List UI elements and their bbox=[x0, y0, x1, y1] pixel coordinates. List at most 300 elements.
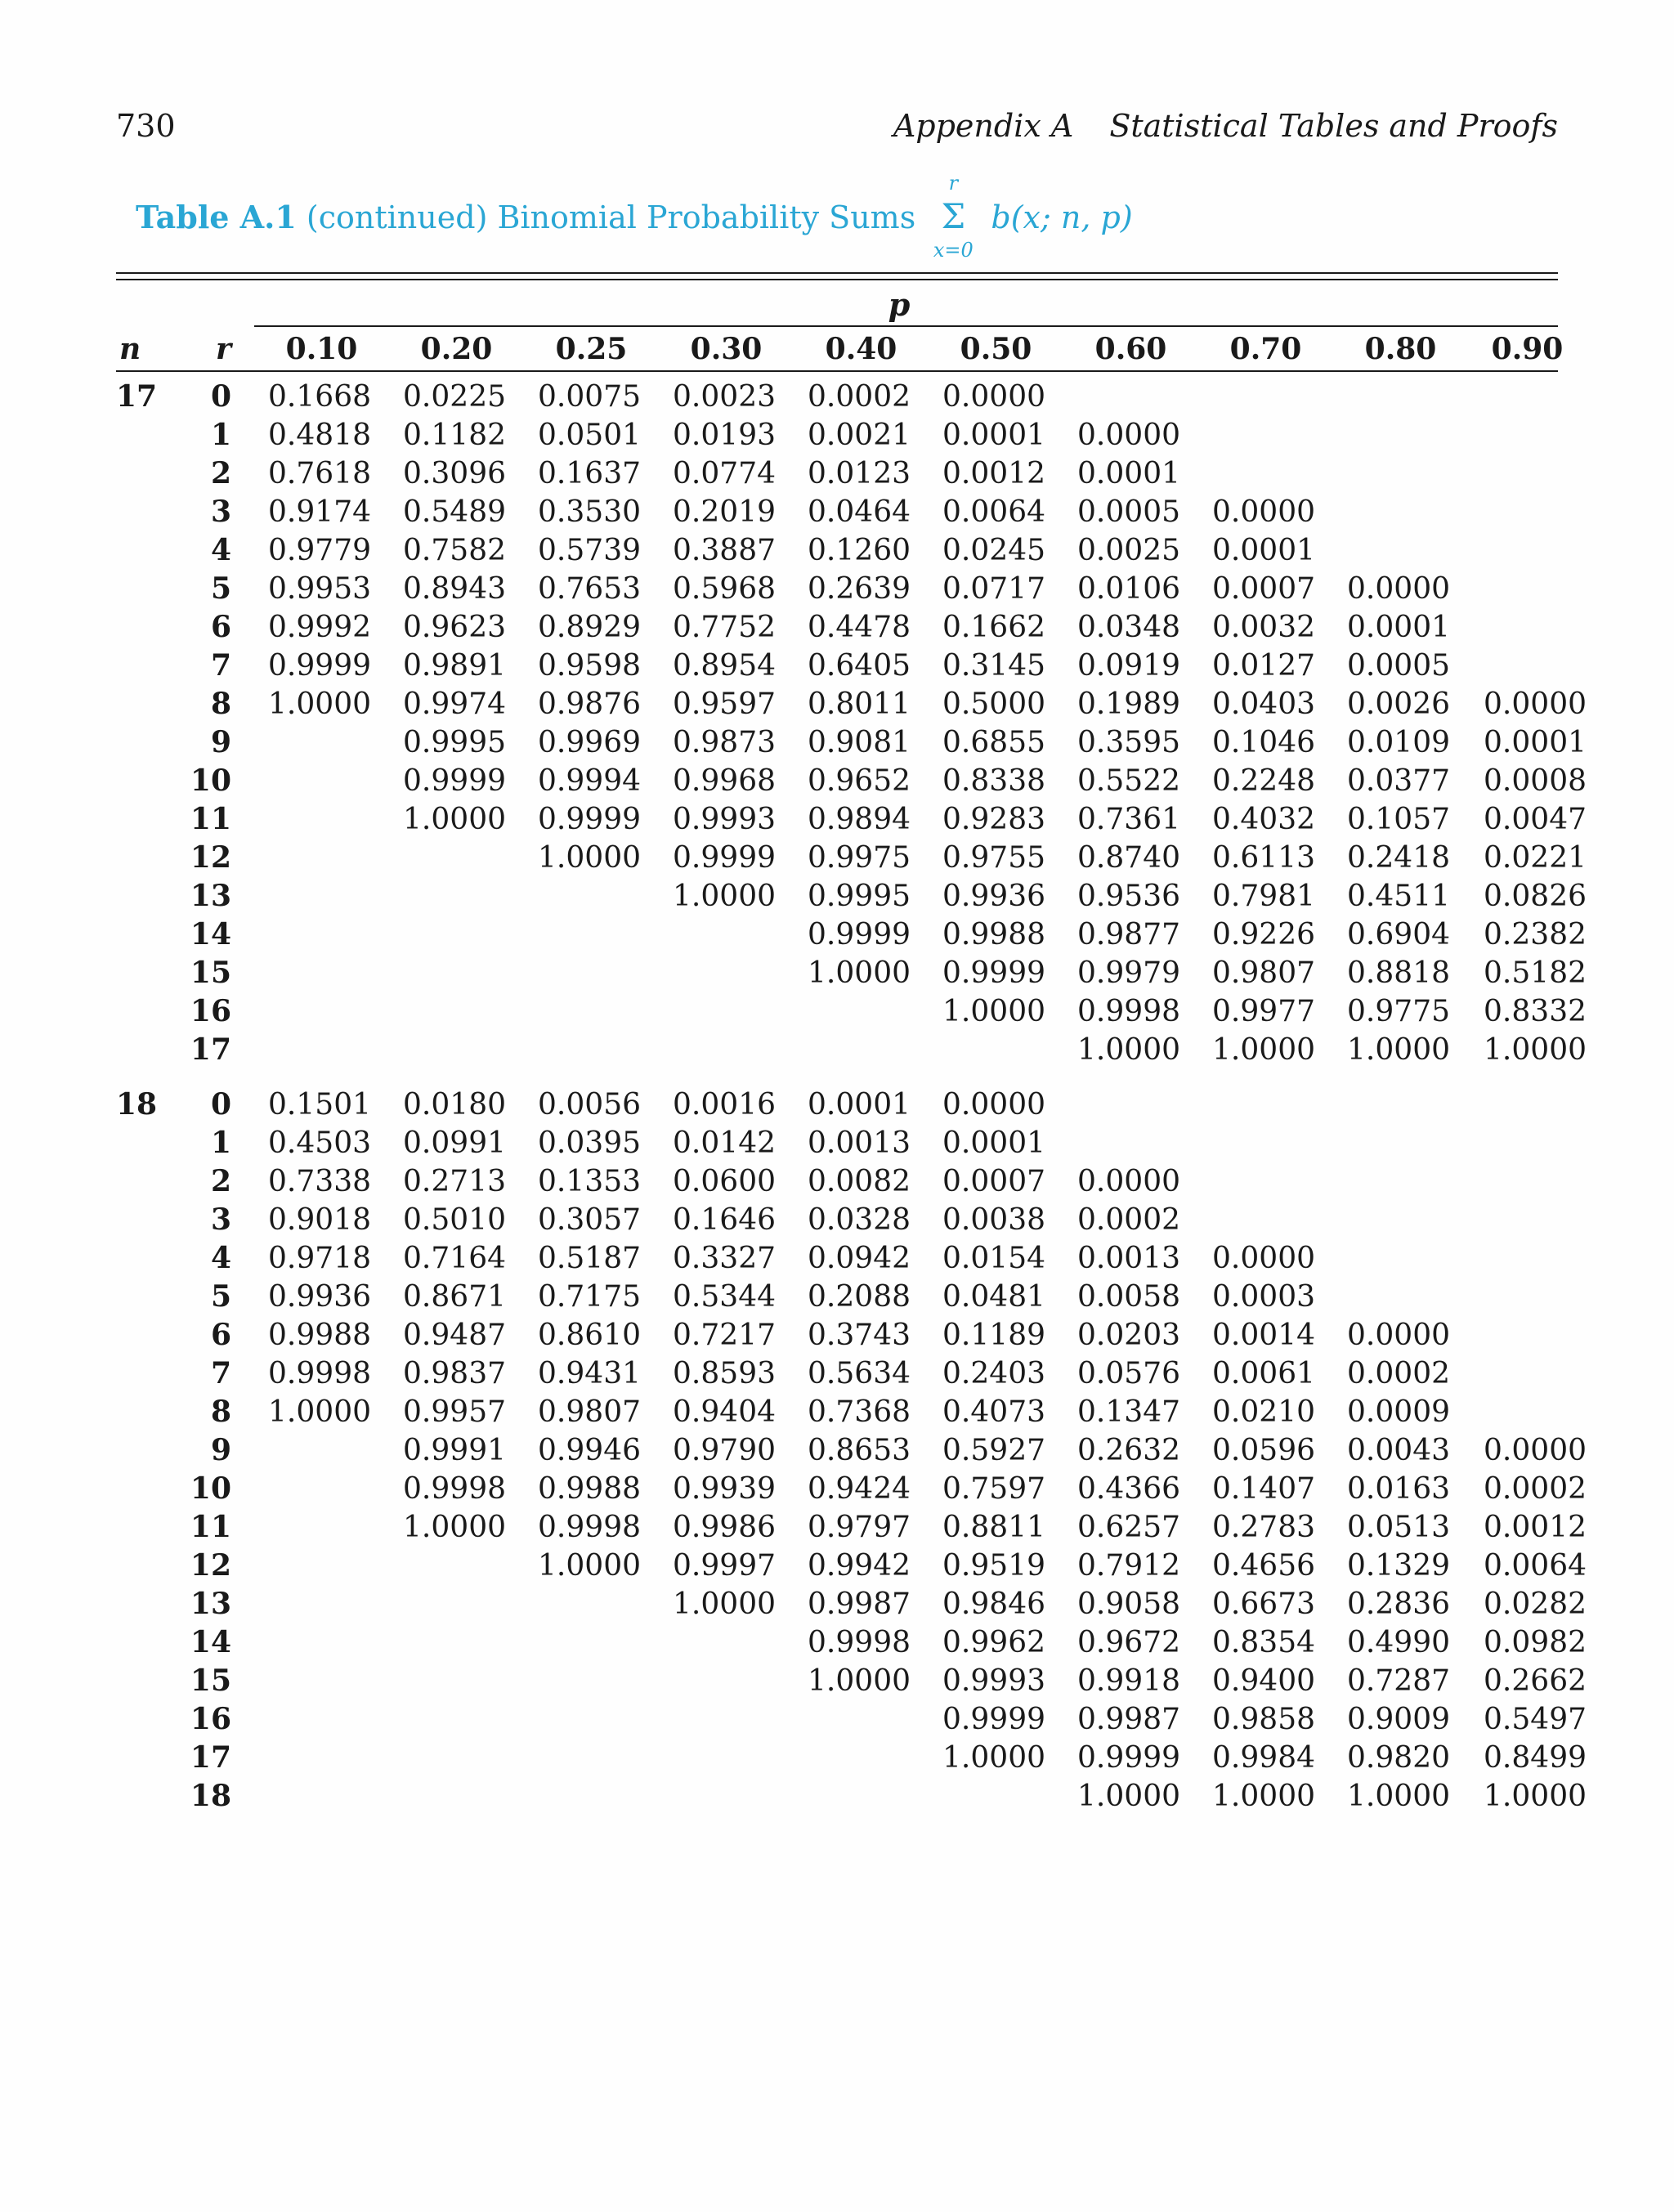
probability-cell bbox=[524, 954, 659, 992]
probability-cell: 0.8593 bbox=[673, 1357, 776, 1390]
n-value bbox=[116, 800, 162, 839]
probability-cell: 0.9995 bbox=[808, 880, 911, 913]
probability-cell bbox=[524, 1031, 659, 1069]
probability-cell: 0.6855 bbox=[942, 726, 1045, 759]
n-value bbox=[116, 685, 162, 723]
probability-cell: 0.8610 bbox=[538, 1319, 641, 1352]
probability-cell: 0.5634 bbox=[808, 1357, 911, 1390]
probability-cell: 0.3327 bbox=[673, 1242, 776, 1275]
p-column-header: 0.90 bbox=[1491, 332, 1564, 366]
p-column-header: 0.30 bbox=[690, 332, 763, 366]
r-value: 1 bbox=[210, 1126, 231, 1160]
r-value: 7 bbox=[210, 1356, 231, 1390]
probability-cell: 0.2713 bbox=[403, 1165, 506, 1198]
probability-cell: 0.1989 bbox=[1077, 687, 1180, 721]
probability-cell: 0.0600 bbox=[673, 1165, 776, 1198]
probability-cell: 0.1182 bbox=[403, 419, 506, 452]
n-value bbox=[116, 1355, 162, 1393]
probability-cell: 0.9999 bbox=[673, 841, 776, 875]
probability-cell: 0.7912 bbox=[1077, 1549, 1180, 1583]
r-value: 15 bbox=[190, 1663, 231, 1698]
r-value: 6 bbox=[210, 610, 231, 644]
n-value bbox=[116, 416, 162, 454]
probability-cell: 0.0000 bbox=[1484, 1434, 1587, 1467]
probability-cell bbox=[254, 1470, 389, 1508]
probability-cell bbox=[254, 1700, 389, 1739]
probability-cell: 0.9999 bbox=[1077, 1741, 1180, 1775]
probability-cell: 0.2639 bbox=[808, 572, 911, 606]
probability-cell: 0.4366 bbox=[1077, 1472, 1180, 1506]
probability-cell: 0.9873 bbox=[673, 726, 776, 759]
probability-cell: 0.0000 bbox=[1212, 495, 1315, 529]
table-row bbox=[116, 1508, 1587, 1547]
probability-cell: 0.8332 bbox=[1484, 995, 1587, 1028]
probability-cell: 0.3530 bbox=[538, 495, 641, 529]
probability-cell: 0.9894 bbox=[808, 803, 911, 836]
probability-cell bbox=[1198, 454, 1333, 493]
table-row bbox=[116, 839, 1587, 877]
probability-cell: 0.7361 bbox=[1077, 803, 1180, 836]
probability-cell: 0.1329 bbox=[1347, 1549, 1450, 1583]
probability-cell: 0.5739 bbox=[538, 534, 641, 567]
r-value: 3 bbox=[210, 495, 231, 529]
probability-cell: 0.9790 bbox=[673, 1434, 776, 1467]
r-column-header: r bbox=[216, 332, 231, 366]
probability-cell bbox=[659, 992, 794, 1031]
probability-cell: 0.9975 bbox=[808, 841, 911, 875]
p-axis-label: p bbox=[888, 286, 911, 323]
probability-cell: 0.9998 bbox=[538, 1511, 641, 1544]
probability-cell: 0.0013 bbox=[808, 1126, 911, 1160]
probability-cell: 0.0061 bbox=[1212, 1357, 1315, 1390]
probability-cell: 0.0000 bbox=[1077, 419, 1180, 452]
probability-cell: 0.9999 bbox=[942, 956, 1045, 990]
probability-cell: 0.6113 bbox=[1212, 841, 1315, 875]
probability-cell: 0.5344 bbox=[673, 1280, 776, 1314]
probability-cell: 0.0005 bbox=[1077, 495, 1180, 529]
probability-cell bbox=[659, 916, 794, 954]
probability-cell: 0.7597 bbox=[942, 1472, 1045, 1506]
probability-cell bbox=[1468, 1393, 1587, 1431]
probability-cell: 0.9846 bbox=[942, 1587, 1045, 1621]
probability-cell: 1.0000 bbox=[673, 880, 776, 913]
table-row bbox=[116, 1700, 1587, 1739]
probability-cell: 0.9962 bbox=[942, 1626, 1045, 1659]
probability-cell: 0.9652 bbox=[808, 764, 911, 798]
probability-cell bbox=[389, 877, 524, 916]
probability-cell bbox=[659, 954, 794, 992]
probability-cell: 0.9431 bbox=[538, 1357, 641, 1390]
table-row bbox=[116, 1239, 1587, 1278]
probability-cell bbox=[524, 1662, 659, 1700]
probability-cell: 0.9672 bbox=[1077, 1626, 1180, 1659]
probability-cell: 0.9999 bbox=[403, 764, 506, 798]
probability-cell bbox=[389, 839, 524, 877]
binomial-table bbox=[116, 327, 1587, 1816]
probability-cell: 0.0225 bbox=[403, 380, 506, 414]
probability-cell: 0.0001 bbox=[942, 1126, 1045, 1160]
r-value: 4 bbox=[210, 533, 231, 567]
probability-cell: 0.4656 bbox=[1212, 1549, 1315, 1583]
probability-cell: 0.9519 bbox=[942, 1549, 1045, 1583]
probability-cell: 1.0000 bbox=[268, 1395, 371, 1429]
r-value: 12 bbox=[190, 1548, 231, 1583]
probability-cell: 0.2418 bbox=[1347, 841, 1450, 875]
probability-cell: 1.0000 bbox=[538, 841, 641, 875]
n-value bbox=[116, 1662, 162, 1700]
probability-cell: 0.9718 bbox=[268, 1242, 371, 1275]
probability-cell bbox=[254, 1777, 389, 1816]
probability-cell bbox=[794, 1739, 929, 1777]
probability-cell: 0.5497 bbox=[1484, 1703, 1587, 1736]
table-row bbox=[116, 1162, 1587, 1201]
probability-cell bbox=[254, 1623, 389, 1662]
probability-cell: 0.5182 bbox=[1484, 956, 1587, 990]
probability-cell: 0.0221 bbox=[1484, 841, 1587, 875]
probability-cell bbox=[254, 839, 389, 877]
probability-cell: 0.8954 bbox=[673, 649, 776, 683]
probability-cell: 0.0403 bbox=[1212, 687, 1315, 721]
n-value bbox=[116, 723, 162, 762]
probability-cell: 0.0481 bbox=[942, 1280, 1045, 1314]
probability-cell: 0.0032 bbox=[1212, 611, 1315, 644]
n-value bbox=[116, 1124, 162, 1162]
r-value: 16 bbox=[190, 1702, 231, 1736]
probability-cell: 1.0000 bbox=[808, 1664, 911, 1698]
table-row bbox=[116, 762, 1587, 800]
n-value bbox=[116, 992, 162, 1031]
table-row bbox=[116, 1662, 1587, 1700]
probability-cell bbox=[794, 992, 929, 1031]
probability-cell: 1.0000 bbox=[1347, 1033, 1450, 1067]
n-value: 17 bbox=[116, 379, 158, 414]
probability-cell bbox=[1063, 371, 1198, 416]
probability-cell: 0.1637 bbox=[538, 457, 641, 490]
probability-cell: 0.1353 bbox=[538, 1165, 641, 1198]
probability-cell: 0.0012 bbox=[1484, 1511, 1587, 1544]
probability-cell: 0.5187 bbox=[538, 1242, 641, 1275]
probability-cell: 0.0003 bbox=[1212, 1280, 1315, 1314]
probability-cell: 0.0009 bbox=[1347, 1395, 1450, 1429]
probability-cell: 0.0000 bbox=[1484, 687, 1587, 721]
probability-cell bbox=[254, 916, 389, 954]
probability-cell bbox=[929, 1777, 1063, 1816]
caption-function: b(x; n, p) bbox=[991, 199, 1133, 235]
n-value bbox=[116, 1316, 162, 1355]
probability-cell: 0.0328 bbox=[808, 1203, 911, 1237]
r-value: 2 bbox=[210, 456, 231, 490]
probability-cell: 0.0064 bbox=[1484, 1549, 1587, 1583]
probability-cell: 0.0002 bbox=[808, 380, 911, 414]
n-value bbox=[116, 454, 162, 493]
probability-cell bbox=[1198, 1086, 1333, 1124]
probability-cell: 0.0826 bbox=[1484, 880, 1587, 913]
probability-cell bbox=[929, 1031, 1063, 1069]
r-value: 11 bbox=[190, 802, 231, 836]
table-row bbox=[116, 1316, 1587, 1355]
probability-cell: 0.9623 bbox=[403, 611, 506, 644]
r-value: 9 bbox=[210, 1433, 231, 1467]
probability-cell: 0.9998 bbox=[1077, 995, 1180, 1028]
probability-cell: 0.9404 bbox=[673, 1395, 776, 1429]
probability-cell: 0.9994 bbox=[538, 764, 641, 798]
probability-cell: 0.0717 bbox=[942, 572, 1045, 606]
probability-cell: 0.8653 bbox=[808, 1434, 911, 1467]
probability-cell: 0.8740 bbox=[1077, 841, 1180, 875]
probability-cell: 0.0002 bbox=[1077, 1203, 1180, 1237]
probability-cell bbox=[1333, 1239, 1468, 1278]
probability-cell: 0.9991 bbox=[403, 1434, 506, 1467]
probability-cell: 0.2783 bbox=[1212, 1511, 1315, 1544]
probability-cell bbox=[254, 762, 389, 800]
n-value bbox=[116, 1201, 162, 1239]
table-row bbox=[116, 371, 1587, 416]
probability-cell bbox=[254, 1031, 389, 1069]
probability-cell: 0.0154 bbox=[942, 1242, 1045, 1275]
probability-cell: 0.0000 bbox=[1347, 1319, 1450, 1352]
r-value: 18 bbox=[190, 1779, 231, 1813]
probability-cell: 0.0064 bbox=[942, 495, 1045, 529]
probability-cell: 1.0000 bbox=[808, 956, 911, 990]
probability-cell bbox=[1468, 1201, 1587, 1239]
probability-cell: 0.0007 bbox=[942, 1165, 1045, 1198]
probability-cell: 0.9424 bbox=[808, 1472, 911, 1506]
probability-cell: 1.0000 bbox=[1212, 1780, 1315, 1813]
probability-cell: 0.7217 bbox=[673, 1319, 776, 1352]
p-column-header: 0.60 bbox=[1094, 332, 1167, 366]
probability-cell: 0.9999 bbox=[942, 1703, 1045, 1736]
probability-cell bbox=[1333, 1162, 1468, 1201]
probability-cell: 0.7752 bbox=[673, 611, 776, 644]
probability-cell bbox=[389, 1662, 524, 1700]
probability-cell: 0.0127 bbox=[1212, 649, 1315, 683]
probability-cell bbox=[524, 1585, 659, 1623]
probability-cell: 0.7287 bbox=[1347, 1664, 1450, 1698]
probability-cell: 0.9936 bbox=[268, 1280, 371, 1314]
probability-cell bbox=[389, 992, 524, 1031]
probability-cell: 0.7653 bbox=[538, 572, 641, 606]
probability-cell: 0.1260 bbox=[808, 534, 911, 567]
table-row bbox=[116, 1623, 1587, 1662]
probability-cell: 0.2836 bbox=[1347, 1587, 1450, 1621]
probability-cell: 0.0002 bbox=[1484, 1472, 1587, 1506]
probability-cell: 0.0348 bbox=[1077, 611, 1180, 644]
r-value: 8 bbox=[210, 1395, 231, 1429]
probability-cell: 0.0576 bbox=[1077, 1357, 1180, 1390]
probability-cell: 0.0193 bbox=[673, 419, 776, 452]
probability-cell: 0.7582 bbox=[403, 534, 506, 567]
probability-cell: 0.5489 bbox=[403, 495, 506, 529]
r-value: 14 bbox=[190, 917, 231, 952]
probability-cell: 0.9775 bbox=[1347, 995, 1450, 1028]
n-value bbox=[116, 570, 162, 608]
probability-cell: 0.7368 bbox=[808, 1395, 911, 1429]
n-value bbox=[116, 954, 162, 992]
probability-cell: 0.0001 bbox=[1077, 457, 1180, 490]
probability-cell bbox=[1063, 1086, 1198, 1124]
probability-cell: 0.9487 bbox=[403, 1319, 506, 1352]
r-value: 2 bbox=[210, 1164, 231, 1198]
probability-cell bbox=[1468, 1355, 1587, 1393]
probability-cell bbox=[1468, 531, 1587, 570]
probability-cell: 0.3096 bbox=[403, 457, 506, 490]
table-top-rule-second bbox=[116, 279, 1558, 280]
probability-cell bbox=[524, 1700, 659, 1739]
p-column-header: 0.80 bbox=[1364, 332, 1437, 366]
probability-cell bbox=[659, 1700, 794, 1739]
probability-cell: 0.8811 bbox=[942, 1511, 1045, 1544]
probability-cell: 0.9974 bbox=[403, 687, 506, 721]
probability-cell bbox=[389, 954, 524, 992]
n-value bbox=[116, 916, 162, 954]
probability-cell bbox=[524, 1777, 659, 1816]
probability-cell bbox=[254, 1739, 389, 1777]
n-value bbox=[116, 1239, 162, 1278]
table-row bbox=[116, 1201, 1587, 1239]
probability-cell: 0.0774 bbox=[673, 457, 776, 490]
probability-cell bbox=[389, 1700, 524, 1739]
n-value bbox=[116, 608, 162, 647]
probability-cell: 0.8929 bbox=[538, 611, 641, 644]
probability-cell: 0.3595 bbox=[1077, 726, 1180, 759]
r-value: 14 bbox=[190, 1625, 231, 1659]
probability-cell: 0.0058 bbox=[1077, 1280, 1180, 1314]
probability-cell: 0.5522 bbox=[1077, 764, 1180, 798]
probability-cell: 0.0056 bbox=[538, 1088, 641, 1122]
probability-cell: 0.0001 bbox=[1484, 726, 1587, 759]
probability-cell bbox=[1468, 1086, 1587, 1124]
probability-cell bbox=[1468, 570, 1587, 608]
probability-cell: 0.0001 bbox=[808, 1088, 911, 1122]
probability-cell: 0.0038 bbox=[942, 1203, 1045, 1237]
r-value: 0 bbox=[210, 379, 231, 414]
r-value: 12 bbox=[190, 840, 231, 875]
probability-cell bbox=[659, 1662, 794, 1700]
probability-cell: 0.1407 bbox=[1212, 1472, 1315, 1506]
p-column-header: 0.20 bbox=[420, 332, 493, 366]
summation-lower-limit: x=0 bbox=[933, 239, 974, 262]
r-value: 5 bbox=[210, 1279, 231, 1314]
probability-cell: 0.0002 bbox=[1347, 1357, 1450, 1390]
probability-cell bbox=[659, 1777, 794, 1816]
probability-cell bbox=[254, 800, 389, 839]
probability-cell bbox=[389, 1585, 524, 1623]
probability-cell: 0.9936 bbox=[942, 880, 1045, 913]
probability-cell bbox=[524, 992, 659, 1031]
probability-cell: 0.9018 bbox=[268, 1203, 371, 1237]
probability-cell bbox=[659, 1031, 794, 1069]
probability-cell: 0.8354 bbox=[1212, 1626, 1315, 1659]
probability-cell: 0.0942 bbox=[808, 1242, 911, 1275]
summation-upper-limit: r bbox=[948, 172, 959, 195]
probability-cell: 0.0043 bbox=[1347, 1434, 1450, 1467]
probability-cell: 0.9807 bbox=[538, 1395, 641, 1429]
probability-cell: 0.3887 bbox=[673, 534, 776, 567]
probability-cell: 1.0000 bbox=[1077, 1033, 1180, 1067]
probability-cell bbox=[524, 877, 659, 916]
probability-cell: 0.2382 bbox=[1484, 918, 1587, 952]
table-caption bbox=[136, 172, 1133, 278]
probability-cell bbox=[1468, 1124, 1587, 1162]
probability-cell: 0.4990 bbox=[1347, 1626, 1450, 1659]
probability-cell: 0.0282 bbox=[1484, 1587, 1587, 1621]
probability-cell: 0.0013 bbox=[1077, 1242, 1180, 1275]
probability-cell: 0.9858 bbox=[1212, 1703, 1315, 1736]
probability-cell bbox=[1198, 1162, 1333, 1201]
probability-cell: 0.9999 bbox=[268, 649, 371, 683]
probability-cell bbox=[1468, 1239, 1587, 1278]
probability-cell: 0.9977 bbox=[1212, 995, 1315, 1028]
probability-cell: 0.1501 bbox=[268, 1088, 371, 1122]
probability-cell: 0.0203 bbox=[1077, 1319, 1180, 1352]
probability-cell: 0.1646 bbox=[673, 1203, 776, 1237]
n-block bbox=[116, 1069, 1587, 1816]
probability-cell bbox=[254, 723, 389, 762]
probability-cell: 0.7164 bbox=[403, 1242, 506, 1275]
probability-cell: 0.1057 bbox=[1347, 803, 1450, 836]
probability-cell bbox=[1468, 1316, 1587, 1355]
n-value: 18 bbox=[116, 1087, 158, 1122]
r-value: 16 bbox=[190, 994, 231, 1028]
probability-cell: 0.9226 bbox=[1212, 918, 1315, 952]
table-row bbox=[116, 1086, 1587, 1124]
probability-cell bbox=[389, 1739, 524, 1777]
n-value bbox=[116, 839, 162, 877]
n-value bbox=[116, 1739, 162, 1777]
probability-cell bbox=[254, 1431, 389, 1470]
running-head-title: Statistical Tables and Proofs bbox=[1109, 108, 1558, 144]
n-value bbox=[116, 1162, 162, 1201]
probability-cell bbox=[1468, 1162, 1587, 1201]
probability-cell bbox=[389, 1547, 524, 1585]
probability-cell: 0.0008 bbox=[1484, 764, 1587, 798]
table-row bbox=[116, 916, 1587, 954]
table-row bbox=[116, 570, 1587, 608]
probability-cell: 0.0919 bbox=[1077, 649, 1180, 683]
probability-cell: 0.0142 bbox=[673, 1126, 776, 1160]
probability-cell bbox=[1333, 531, 1468, 570]
probability-cell: 0.0000 bbox=[942, 380, 1045, 414]
p-column-header: 0.40 bbox=[825, 332, 897, 366]
probability-cell: 0.0026 bbox=[1347, 687, 1450, 721]
n-value bbox=[116, 1700, 162, 1739]
block-spacer bbox=[116, 1069, 1587, 1086]
probability-cell: 0.0000 bbox=[1347, 572, 1450, 606]
probability-cell: 0.2632 bbox=[1077, 1434, 1180, 1467]
probability-cell: 0.9999 bbox=[538, 803, 641, 836]
probability-cell: 0.4503 bbox=[268, 1126, 371, 1160]
probability-cell bbox=[254, 992, 389, 1031]
probability-cell: 0.9918 bbox=[1077, 1664, 1180, 1698]
probability-cell: 0.0001 bbox=[1347, 611, 1450, 644]
probability-cell: 1.0000 bbox=[268, 687, 371, 721]
probability-cell: 0.9957 bbox=[403, 1395, 506, 1429]
probability-cell: 0.0123 bbox=[808, 457, 911, 490]
page-header bbox=[0, 108, 1674, 157]
probability-cell: 0.0082 bbox=[808, 1165, 911, 1198]
probability-cell bbox=[254, 1547, 389, 1585]
probability-cell bbox=[254, 1662, 389, 1700]
probability-cell: 1.0000 bbox=[1347, 1780, 1450, 1813]
probability-cell: 0.4478 bbox=[808, 611, 911, 644]
probability-cell: 0.9969 bbox=[538, 726, 641, 759]
caption-label: Table A.1 bbox=[136, 199, 297, 235]
table-row bbox=[116, 1585, 1587, 1623]
probability-cell: 1.0000 bbox=[538, 1549, 641, 1583]
n-value bbox=[116, 1431, 162, 1470]
probability-cell: 0.0021 bbox=[808, 419, 911, 452]
probability-cell bbox=[794, 1777, 929, 1816]
